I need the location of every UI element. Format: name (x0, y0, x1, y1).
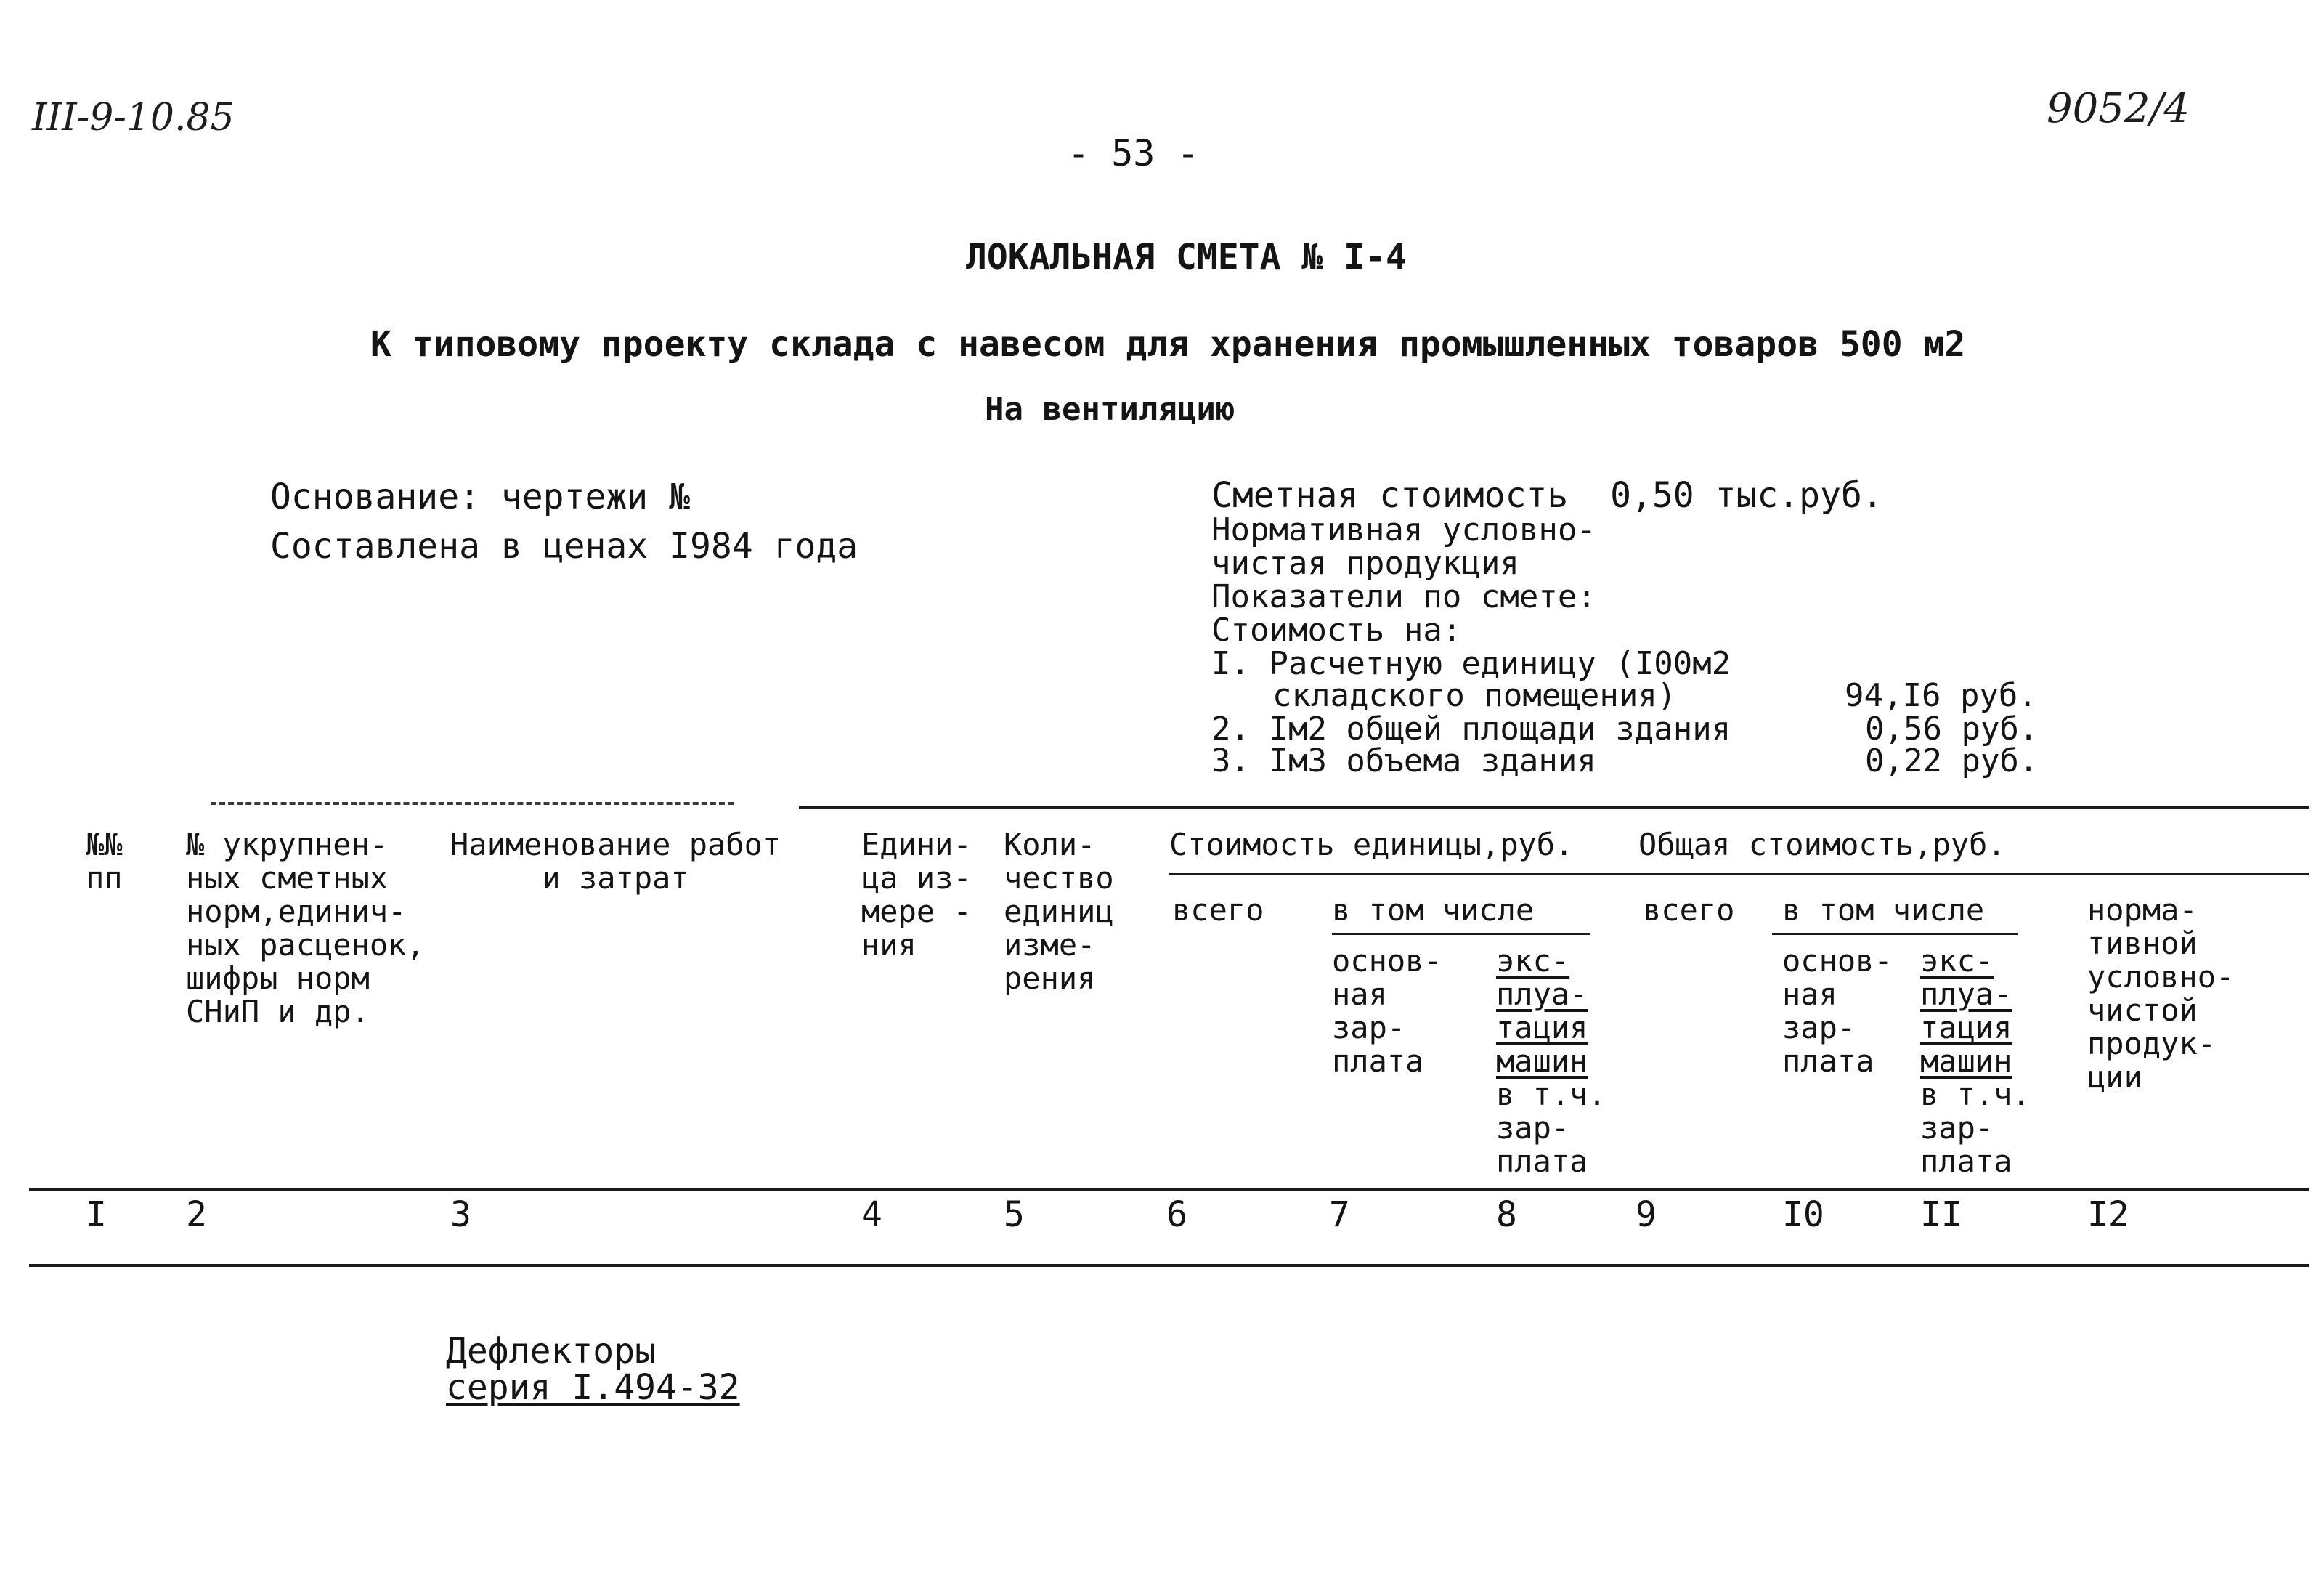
col-header-total-cost: Общая стоимость,руб. (1638, 827, 2006, 862)
col-header-unit: Едини- ца из- мере - ния (861, 827, 972, 963)
col-number-12: I2 (2087, 1194, 2129, 1235)
total-incl-rule (1772, 933, 2018, 935)
document-title: ЛОКАЛЬНАЯ СМЕТА № I-4 (966, 237, 1407, 278)
total-cost-incl-header: в том числе (1782, 892, 1985, 928)
unit-machines-label: экс- плуа- тация (1496, 943, 1588, 1045)
indicator-1-value: 94,I6 руб. (1845, 677, 2037, 714)
unit-cost-total-header: всего (1172, 892, 1264, 928)
group-rule (1169, 873, 2309, 875)
header-bottom-rule (29, 1188, 2309, 1191)
cost-per-label: Стоимость на: (1211, 612, 1462, 649)
archive-code: III-9-10.85 (32, 96, 235, 139)
unit-cost-machines-wage: в т.ч. зар- плата (1496, 1077, 1606, 1179)
indicator-2-value: 0,56 руб. (1865, 710, 2039, 748)
page-number: - 53 - (1068, 132, 1199, 174)
col-number-5: 5 (1004, 1194, 1025, 1235)
indicator-3-label: 3. Iм3 объема здания (1211, 742, 1596, 779)
entry-title: Дефлекторы (446, 1331, 656, 1372)
numbers-bottom-rule (29, 1264, 2309, 1267)
indicator-3-value: 0,22 руб. (1865, 742, 2039, 779)
total-machines-label: экс- плуа- тация (1920, 943, 2012, 1045)
unit-incl-rule (1332, 933, 1590, 935)
total-cost-base-wage: основ- ная зар- плата (1782, 943, 1893, 1079)
document-subtitle: К типовому проекту склада с навесом для хранения промышленных товаров 500 м2 (370, 324, 1966, 365)
col-number-1: I (86, 1194, 107, 1235)
unit-cost-incl-header: в том числе (1332, 892, 1535, 928)
unit-cost-machines (1496, 944, 1588, 1045)
col-number-11: II (1920, 1194, 1962, 1235)
col-number-6: 6 (1166, 1194, 1187, 1235)
col-header-quantity: Коли- чество единиц изме- рения (1004, 827, 1114, 996)
col-number-10: I0 (1782, 1194, 1824, 1235)
col-header-row-number: №№ пп (86, 827, 123, 896)
total-cost-machines-word: машин (1920, 1043, 2012, 1079)
entry-series: серия I.494-32 (446, 1367, 740, 1408)
normative-label-2: чистая продукция (1211, 545, 1519, 582)
unit-cost-base-wage: основ- ная зар- плата (1332, 943, 1442, 1079)
section-title: На вентиляцию (985, 391, 1235, 428)
normative-label-1: Нормативная условно- (1211, 511, 1596, 548)
indicator-2-label: 2. Iм2 общей площади здания (1211, 710, 1731, 748)
basis-line: Основание: чертежи № (270, 477, 690, 517)
document-number: 9052/4 (2047, 85, 2190, 132)
col-header-work-name: Наименование работ и затрат (450, 827, 781, 896)
col-number-4: 4 (861, 1194, 882, 1235)
col-number-9: 9 (1636, 1194, 1657, 1235)
total-cost-machines-wage: в т.ч. зар- плата (1920, 1077, 2031, 1179)
indicator-1-line-1: I. Расчетную единицу (I00м2 (1211, 645, 1731, 682)
col-header-unit-cost: Стоимость единицы,руб. (1169, 827, 1574, 862)
top-rule (799, 806, 2309, 809)
col-number-2: 2 (186, 1194, 207, 1235)
unit-cost-machines-word: машин (1496, 1043, 1588, 1079)
col-header-norm-code: № укрупнен- ных сметных норм,единич- ных расценок, шифры норм СНиП и др. (186, 827, 425, 1029)
indicators-label: Показатели по смете: (1211, 578, 1596, 615)
prices-year-line: Составлена в ценах I984 года (270, 526, 858, 567)
col-number-7: 7 (1329, 1194, 1350, 1235)
top-dashed-rule (211, 802, 734, 805)
indicator-1-line-2: складского помещения) (1272, 677, 1677, 714)
total-cost-machines (1920, 944, 2012, 1045)
col-number-8: 8 (1496, 1194, 1517, 1235)
estimated-cost: Сметная стоимость 0,50 тыс.руб. (1211, 475, 1883, 516)
col-number-3: 3 (450, 1194, 471, 1235)
total-cost-total-header: всего (1643, 892, 1735, 928)
col-header-normative: норма- тивной условно- чистой продук- ции (2087, 892, 2235, 1095)
